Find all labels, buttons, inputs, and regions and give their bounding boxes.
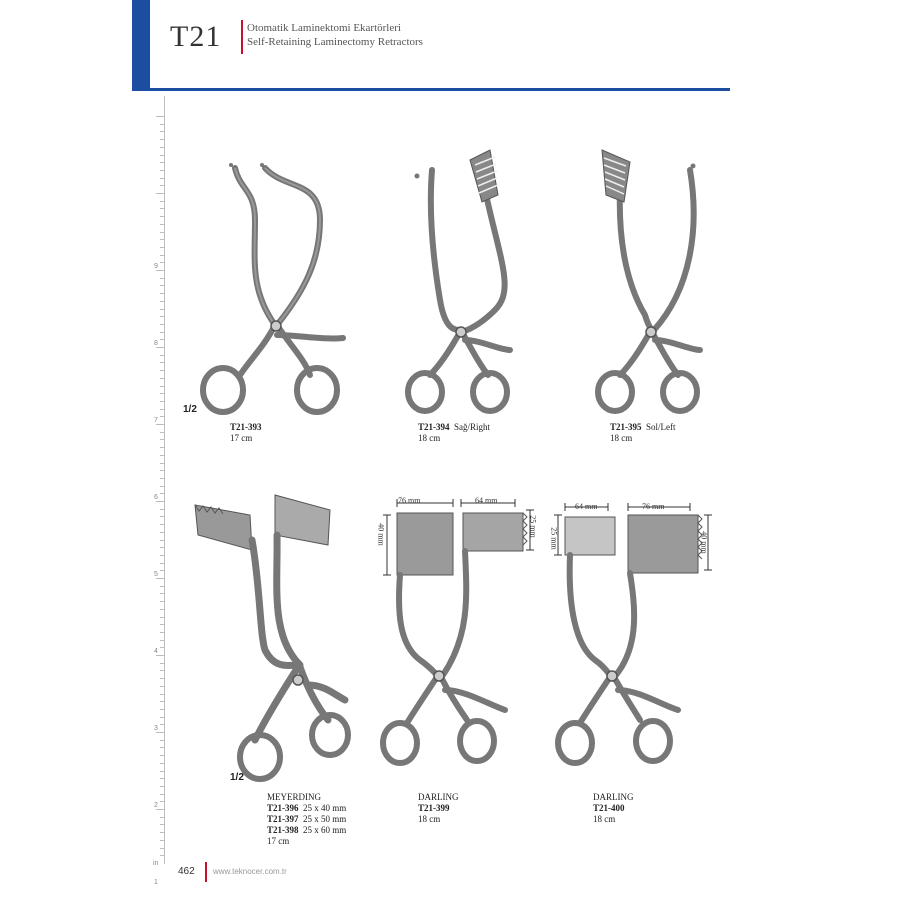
section-title-en: Self-Retaining Laminectomy Retractors (247, 36, 423, 48)
ruler-tick (160, 547, 164, 548)
product-code: T21-394 (418, 422, 450, 432)
ruler-tick (160, 570, 164, 571)
section-code: T21 (170, 20, 222, 53)
ruler-tick (156, 193, 164, 194)
ruler-tick (160, 771, 164, 772)
ruler-tick (160, 709, 164, 710)
ruler-number: 4 (154, 648, 158, 655)
dimension-label: 25 mm (528, 515, 538, 538)
ruler-tick (160, 162, 164, 163)
ruler-tick (160, 201, 164, 202)
ruler-number: 9 (154, 263, 158, 270)
ruler-tick (160, 686, 164, 687)
caption-t21-400 (593, 792, 634, 825)
ruler-tick (160, 124, 164, 125)
ruler-tick (156, 347, 164, 348)
ruler-tick (160, 563, 164, 564)
ruler-tick (160, 763, 164, 764)
ruler-tick (160, 416, 164, 417)
dimension-label: 76 mm (398, 496, 421, 505)
section-title-tr: Otomatik Laminektomi Ekartörleri (247, 22, 401, 34)
ruler-tick (160, 540, 164, 541)
ruler-tick (160, 232, 164, 233)
ruler-tick (160, 555, 164, 556)
ruler-tick (160, 778, 164, 779)
dimension-label: 64 mm (575, 502, 598, 511)
ruler-tick (160, 455, 164, 456)
product-code: T21-397 (267, 814, 299, 824)
ruler-tick (156, 116, 164, 117)
ruler-tick (160, 255, 164, 256)
product-code: T21-396 (267, 803, 299, 813)
ruler-tick (160, 794, 164, 795)
ruler-tick (156, 270, 164, 271)
ruler-tick (160, 601, 164, 602)
ruler-tick (160, 516, 164, 517)
retractor-darling-t21-399-image (375, 495, 545, 790)
product-dims: 25 x 50 mm (303, 814, 347, 824)
ruler-tick (160, 617, 164, 618)
header-divider (241, 20, 243, 54)
product-name: DARLING (418, 792, 459, 802)
ruler-tick (160, 478, 164, 479)
product-size: 17 cm (267, 836, 290, 846)
ruler-tick (160, 747, 164, 748)
ruler-tick (160, 239, 164, 240)
ruler-tick (160, 185, 164, 186)
ruler-tick (160, 855, 164, 856)
ruler-tick (160, 640, 164, 641)
ruler-tick (160, 670, 164, 671)
ruler-tick (160, 701, 164, 702)
product-code: T21-393 (230, 422, 262, 432)
retractor-t21-393-image (195, 160, 355, 420)
ruler-tick (160, 355, 164, 356)
caption-t21-393 (230, 422, 262, 444)
ruler-unit: in (153, 860, 159, 867)
product-size: 18 cm (610, 433, 633, 443)
ruler-tick (160, 131, 164, 132)
product-size: 18 cm (418, 814, 441, 824)
retractor-meyerding-image (190, 495, 360, 790)
footer-divider (205, 862, 207, 882)
ruler-tick (160, 147, 164, 148)
product-size: 18 cm (418, 433, 441, 443)
ruler-tick (160, 216, 164, 217)
ruler-tick (160, 463, 164, 464)
product-side: Sağ/Right (454, 422, 491, 432)
ruler-tick (160, 332, 164, 333)
product-side: Sol/Left (646, 422, 676, 432)
ruler-number: 8 (154, 340, 158, 347)
caption-t21-395 (610, 422, 676, 444)
ruler-tick (160, 278, 164, 279)
product-size: 17 cm (230, 433, 253, 443)
caption-t21-394 (418, 422, 490, 444)
ruler-tick (160, 509, 164, 510)
ruler-tick (160, 393, 164, 394)
ruler-tick (160, 316, 164, 317)
product-name: DARLING (593, 792, 634, 802)
ruler-tick (160, 824, 164, 825)
ruler-number: 6 (154, 494, 158, 501)
ruler-tick (160, 624, 164, 625)
ruler-tick (160, 301, 164, 302)
ruler-tick (160, 178, 164, 179)
dimension-label: 25 mm (549, 527, 559, 550)
ruler-tick (160, 724, 164, 725)
ruler-tick (160, 409, 164, 410)
caption-t21-399 (418, 792, 459, 825)
ruler-tick (160, 694, 164, 695)
ruler-tick (160, 362, 164, 363)
ruler-tick (160, 208, 164, 209)
ruler-tick (160, 678, 164, 679)
ruler-tick (156, 501, 164, 502)
ruler-tick (160, 832, 164, 833)
ruler-tick (160, 324, 164, 325)
scale-half-label: 1/2 (230, 772, 244, 783)
ruler-tick (160, 386, 164, 387)
ruler-tick (160, 155, 164, 156)
ruler-tick (160, 401, 164, 402)
ruler-tick (160, 447, 164, 448)
header-rule (132, 88, 730, 91)
retractor-t21-395-image (590, 140, 720, 415)
retractor-t21-394-image (400, 140, 530, 415)
ruler-tick (160, 493, 164, 494)
product-name: MEYERDING (267, 792, 321, 802)
ruler-tick (160, 170, 164, 171)
product-code: T21-399 (418, 803, 450, 813)
ruler-tick (160, 801, 164, 802)
scale-half-label: 1/2 (183, 404, 197, 415)
ruler-tick (160, 247, 164, 248)
ruler-tick (160, 755, 164, 756)
dimension-label: 76 mm (642, 502, 665, 511)
ruler-tick (160, 532, 164, 533)
page-number: 462 (178, 866, 195, 877)
ruler-tick (160, 786, 164, 787)
ruler-number: 3 (154, 725, 158, 732)
ruler-tick (156, 732, 164, 733)
ruler-tick (160, 817, 164, 818)
ruler-tick (160, 262, 164, 263)
dimension-label: 64 mm (475, 496, 498, 505)
ruler-tick (156, 424, 164, 425)
ruler-tick (160, 139, 164, 140)
ruler-tick (156, 655, 164, 656)
ruler-tick (160, 285, 164, 286)
retractor-darling-t21-400-image (550, 495, 720, 790)
ruler-tick (160, 439, 164, 440)
ruler-number: 1 (154, 879, 158, 886)
website-link[interactable]: www.teknocer.com.tr (213, 867, 287, 876)
header-blue-tab (132, 0, 150, 90)
ruler-tick (160, 717, 164, 718)
ruler-tick (160, 370, 164, 371)
product-code: T21-395 (610, 422, 642, 432)
ruler-tick (160, 593, 164, 594)
ruler-tick (160, 663, 164, 664)
ruler-tick (160, 848, 164, 849)
ruler-tick (160, 609, 164, 610)
ruler-tick (160, 840, 164, 841)
ruler-tick (160, 293, 164, 294)
ruler-tick (160, 470, 164, 471)
ruler-tick (160, 309, 164, 310)
product-dims: 25 x 40 mm (303, 803, 347, 813)
ruler-tick (160, 339, 164, 340)
ruler-tick (160, 378, 164, 379)
ruler-tick (156, 809, 164, 810)
ruler-tick (160, 647, 164, 648)
product-code: T21-398 (267, 825, 299, 835)
ruler-tick (160, 586, 164, 587)
ruler-tick (160, 524, 164, 525)
ruler-tick (160, 432, 164, 433)
product-size: 18 cm (593, 814, 616, 824)
caption-meyerding (267, 792, 346, 847)
dimension-label: 40 mm (699, 531, 709, 554)
ruler-tick (156, 578, 164, 579)
ruler-tick (160, 632, 164, 633)
ruler-number: 2 (154, 802, 158, 809)
ruler-tick (160, 224, 164, 225)
ruler-number: 5 (154, 571, 158, 578)
ruler-tick (160, 486, 164, 487)
dimension-label: 40 mm (376, 523, 386, 546)
ruler-tick (160, 740, 164, 741)
ruler-number: 7 (154, 417, 158, 424)
product-dims: 25 x 60 mm (303, 825, 347, 835)
product-code: T21-400 (593, 803, 625, 813)
